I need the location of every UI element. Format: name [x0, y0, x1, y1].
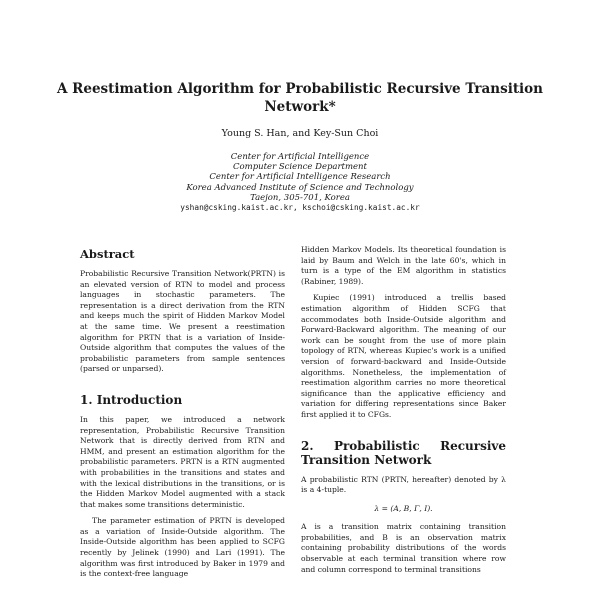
paragraph: Hidden Markov Models. Its theoretical foundation is laid by Baum and Welch in the late 60's, which in turn is a type of the EM algorithm in statistics (Rabiner, 1989). [301, 245, 506, 286]
paragraph: Kupiec (1991) introduced a trellis based estimation algorithm of Hidden SCFG that accommodates both Inside-Outside algorithm and Forward-Backward algorithm. The meaning of our work can be sought from the use of more plain topology of RTN, whereas Kupiec's work is a unified version of forward-backward and Inside-Outside algorithms. Nonetheless, the implementation of reestimation algorithm carries no more theoretical significance than the applicative efficiency and variation for differing representations since Baker first applied it to CFGs. [301, 293, 506, 419]
paragraph: The parameter estimation of PRTN is developed as a variation of Inside-Outside algorithm. The Inside-Outside algorithm has been applied to SCFG recently by Jelinek (1990) and Lari (1991). The algorithm was first introduced by Baker in 1979 and is the context-free language [80, 516, 285, 579]
affiliation-line: Computer Science Department [233, 162, 367, 173]
paper-title: A Reestimation Algorithm for Probabilistic Recursive Transition Network* [56, 81, 544, 115]
paper-authors: Young S. Han, and Key-Sun Choi [221, 128, 379, 139]
paragraph: A is a transition matrix containing transition probabilities, and B is an observation matrix containing probability distributions of the words observable at each terminal transition where row and column correspond to terminal transitions [301, 522, 506, 574]
paragraph: A probabilistic RTN (PRTN, hereafter) denoted by λ is a 4-tuple. [301, 474, 506, 495]
affiliation-line: Center for Artificial Intelligence Research [209, 172, 391, 183]
affiliation-line: Taejon, 305-701, Korea [250, 192, 350, 203]
equation: λ = (A, B, Γ, I). [374, 503, 433, 513]
abstract-text: Probabilistic Recursive Transition Network(PRTN) is an elevated version of RTN to model and process languages in stochastic parameters. The representation is a direct derivation from the RTN and keeps much the spirit of Hidden Markov Model at the same time. We present a reestimation algorithm for PRTN that is a variation of Inside-Outside algorithm that computes the values of the probabilistic parameters from sample sentences (parsed or unparsed). [80, 269, 285, 374]
abstract-heading: Abstract [80, 247, 135, 261]
affiliation-line: Center for Artificial Intelligence [230, 152, 370, 162]
section-heading-introduction: 1. Introduction [80, 392, 183, 407]
paragraph: In this paper, we introduced a network representation, Probabilistic Recursive Transition Network that is directly derived from RTN and HMM, and present an estimation algorithm for the probabilistic parameters. PRTN is a RTN augmented with probabilities in the transitions and states and with the lexical distributions in the transitions, or is the Hidden Markov Model augmented with a stack that makes some transitions deterministic. [80, 414, 285, 509]
author-affiliation [40, 152, 560, 213]
left-column [80, 245, 285, 580]
section-heading-prtn: 2. Probabilistic Recursive Transition Network [301, 438, 506, 467]
author-email: yshan@csking.kaist.ac.kr, kschoi@csking.kaist.ac.kr [180, 203, 420, 213]
affiliation-line: Korea Advanced Institute of Science and Technology [186, 182, 414, 193]
right-column [301, 245, 506, 575]
